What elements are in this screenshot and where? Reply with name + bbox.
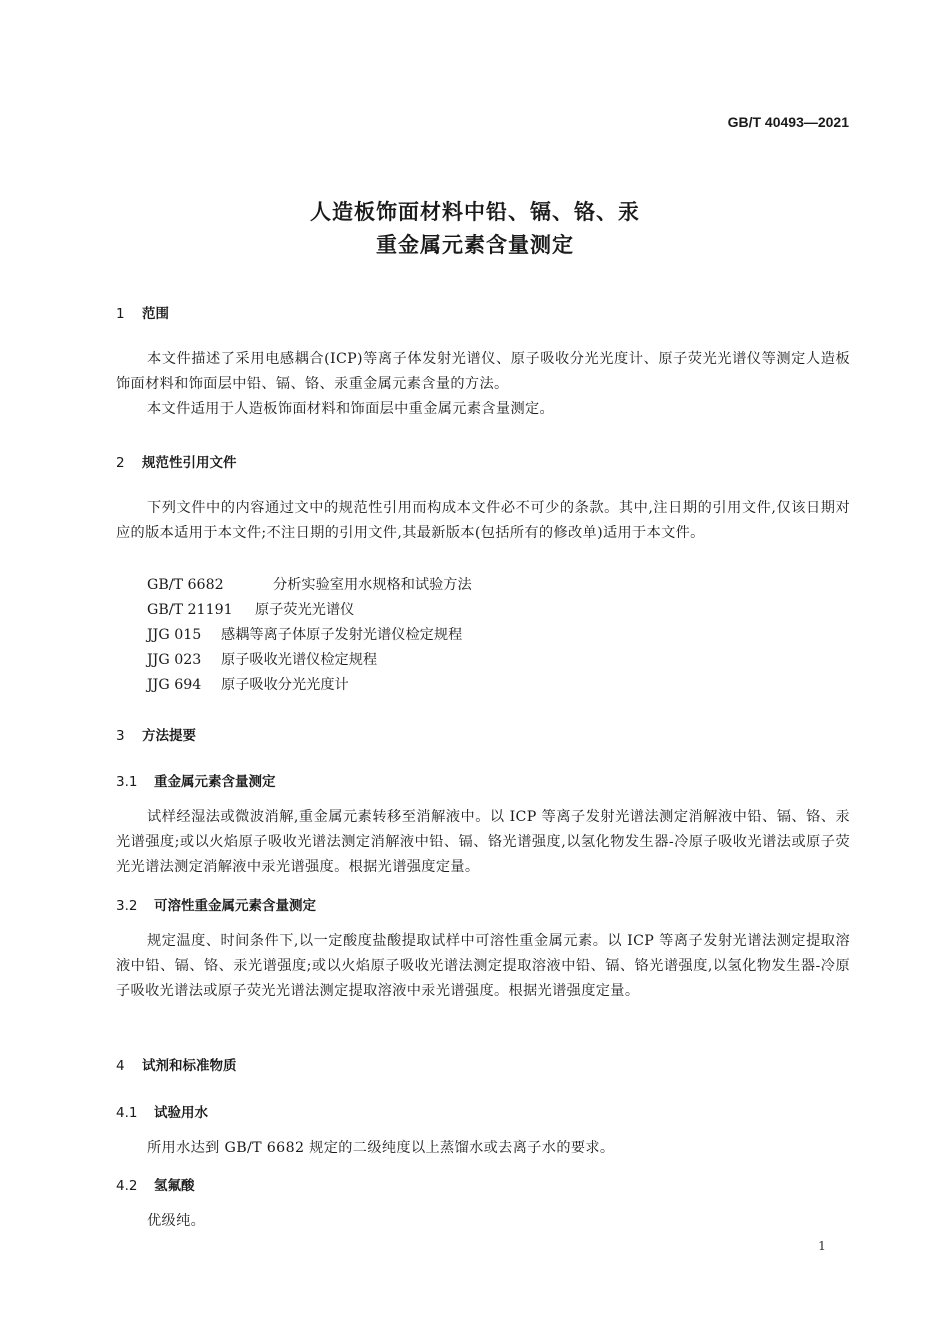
- subsection-title: 氢氟酸: [154, 1178, 195, 1194]
- reference-code: GB/T 6682: [147, 577, 224, 593]
- reference-item: [147, 624, 462, 644]
- section-title: 范围: [142, 306, 169, 322]
- section-3-heading: [116, 724, 196, 744]
- reference-name: 原子荧光光谱仪: [255, 602, 355, 618]
- paragraph: 本文件适用于人造板饰面材料和饰面层中重金属元素含量测定。: [147, 401, 555, 417]
- subsection-3-2-body: [116, 929, 850, 1004]
- reference-name: 原子吸收分光光度计: [221, 677, 349, 693]
- section-1-heading: [116, 302, 169, 322]
- paragraph: 规定温度、时间条件下,以一定酸度盐酸提取试样中可溶性重金属元素。以 ICP 等离子发射光谱法测定提取溶液中铅、镉、铬、汞光谱强度;或以火焰原子吸收光谱法测定提取溶液中铅、镉、铬光谱强度,以氢化物发生器-冷原子吸收光谱法或原子荧光光谱法测定提取溶液中汞光谱强度。根据光谱强度定量。: [116, 933, 850, 999]
- subsection-number: 3.1: [116, 774, 138, 790]
- paragraph: 本文件描述了采用电感耦合(ICP)等离子体发射光谱仪、原子吸收分光光度计、原子荧光光谱仪等测定人造板饰面材料和饰面层中铅、镉、铬、汞重金属元素含量的方法。: [116, 351, 850, 392]
- subsection-4-2-body: [116, 1209, 850, 1234]
- section-1-body: [116, 347, 850, 422]
- reference-name: 原子吸收光谱仪检定规程: [221, 652, 378, 668]
- subsection-number: 4.1: [116, 1105, 138, 1121]
- standard-number: GB/T 40493—2021: [727, 114, 849, 130]
- document-title-line1: 人造板饰面材料中铅、镉、铬、汞: [310, 200, 640, 224]
- paragraph: 下列文件中的内容通过文中的规范性引用而构成本文件必不可少的条款。其中,注日期的引用文件,仅该日期对应的版本适用于本文件;不注日期的引用文件,其最新版本(包括所有的修改单)适用于本文件。: [116, 500, 850, 541]
- section-number: 1: [116, 306, 125, 322]
- page-number: 1: [818, 1238, 826, 1253]
- subsection-3-1-body: [116, 805, 850, 880]
- paragraph: 试样经湿法或微波消解,重金属元素转移至消解液中。以 ICP 等离子发射光谱法测定消解液中铅、镉、铬、汞光谱强度;或以火焰原子吸收光谱法测定消解液中铅、镉、铬光谱强度,以氢化物发生器-冷原子吸收光谱法或原子荧光光谱法测定消解液中汞光谱强度。根据光谱强度定量。: [116, 809, 850, 875]
- reference-item: [147, 674, 349, 694]
- subsection-number: 3.2: [116, 898, 138, 914]
- subsection-3-1-heading: [116, 770, 276, 790]
- paragraph: 优级纯。: [147, 1213, 206, 1229]
- reference-code: JJG 015: [147, 627, 202, 643]
- reference-name: 感耦等离子体原子发射光谱仪检定规程: [221, 627, 463, 643]
- subsection-title: 重金属元素含量测定: [154, 774, 276, 790]
- section-title: 规范性引用文件: [142, 455, 237, 471]
- reference-code: GB/T 21191: [147, 602, 233, 618]
- reference-item: [147, 574, 472, 594]
- subsection-4-1-body: [116, 1136, 850, 1161]
- paragraph: 所用水达到 GB/T 6682 规定的二级纯度以上蒸馏水或去离子水的要求。: [147, 1140, 615, 1156]
- subsection-4-2-heading: [116, 1174, 195, 1194]
- subsection-title: 可溶性重金属元素含量测定: [154, 898, 316, 914]
- section-number: 4: [116, 1058, 125, 1074]
- section-4-heading: [116, 1054, 237, 1074]
- section-title: 试剂和标准物质: [142, 1058, 237, 1074]
- reference-item: [147, 599, 354, 619]
- section-number: 2: [116, 455, 125, 471]
- subsection-title: 试验用水: [154, 1105, 208, 1121]
- subsection-3-2-heading: [116, 894, 316, 914]
- subsection-4-1-heading: [116, 1101, 208, 1121]
- reference-item: [147, 649, 377, 669]
- document-title-line2: 重金属元素含量测定: [376, 233, 574, 257]
- subsection-number: 4.2: [116, 1178, 138, 1194]
- section-number: 3: [116, 728, 125, 744]
- section-2-heading: [116, 451, 237, 471]
- reference-code: JJG 023: [147, 652, 202, 668]
- section-title: 方法提要: [142, 728, 196, 744]
- reference-code: JJG 694: [147, 677, 202, 693]
- section-2-intro: [116, 496, 850, 546]
- reference-name: 分析实验室用水规格和试验方法: [273, 577, 472, 593]
